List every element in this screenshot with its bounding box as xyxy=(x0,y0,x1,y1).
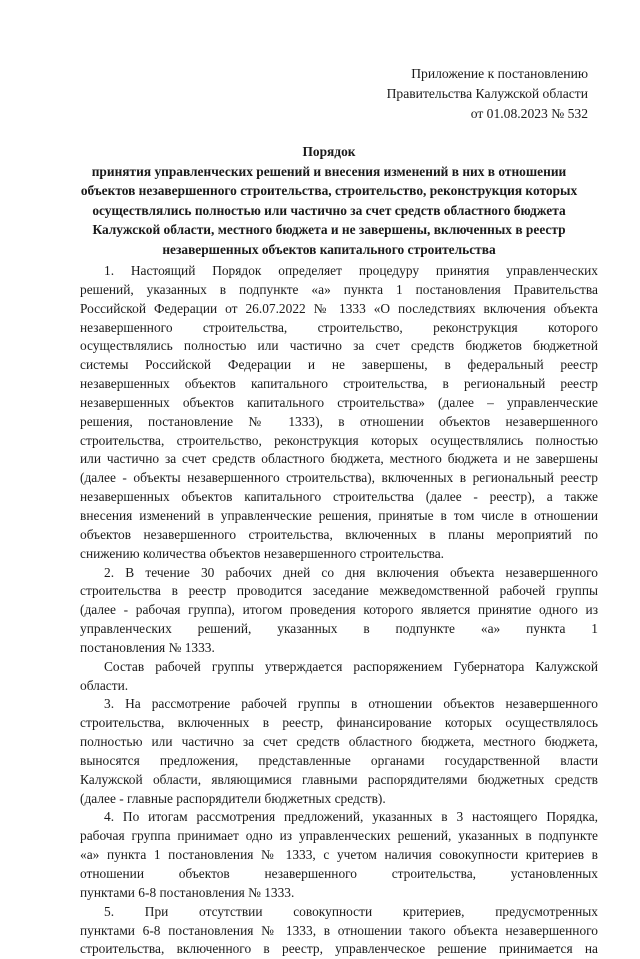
body-line: выносятся предложения, представленные органами государственной власти xyxy=(80,752,598,768)
body-line: Состав рабочей группы утверждается распоряжением Губернатора Калужской xyxy=(104,658,598,674)
body-line: незавершенных объектов капитального строительства» (далее – управленческие xyxy=(80,394,598,410)
body-line: незавершенных объектов капитального строительства (далее - реестр), а также xyxy=(80,489,598,505)
attachment-header xyxy=(387,64,588,124)
attachment-line-3: от 01.08.2023 № 532 xyxy=(470,106,588,121)
body-line: (далее - объекты незавершенного строительства), включенных в региональный реестр xyxy=(80,470,598,486)
body-line: объектов незавершенного строительства, включенных в планы мероприятий по xyxy=(80,526,598,542)
body-line: 1. Настоящий Порядок определяет процедуру принятия управленческих xyxy=(104,263,598,278)
body-line: незавершенного строительства, строительство, реконструкция которого xyxy=(80,319,598,335)
body-line: незавершенных объектов капитального строительства, в региональный реестр xyxy=(80,376,598,392)
body-line: отношении объектов незавершенного строительства, установленных xyxy=(80,866,598,881)
body-line: внесения изменений в управленческие решения, принятые в том числе в отношении xyxy=(80,507,598,523)
document-title: Порядок xyxy=(302,144,356,159)
body-line: полностью или частично за счет средств областного бюджета, местного бюджета, xyxy=(80,734,598,750)
body-line: осуществлялись полностью или частично за счет средств бюджетов бюджетной xyxy=(80,338,598,354)
title-line: осуществлялись полностью или частично за счет средств областного бюджета xyxy=(92,202,566,218)
body-line: области. xyxy=(80,677,129,693)
body-line: строительства, строительство, реконструкция которых осуществлялись полностью xyxy=(80,432,598,448)
body-line: постановления № 1333. xyxy=(80,639,215,655)
body-line: пунктами 6-8 постановления № 1333. xyxy=(80,884,295,900)
body-line: «а» пункта 1 постановления № 1333, с учетом наличия совокупности критериев в xyxy=(80,847,598,863)
title-line: незавершенных объектов капитального строительства xyxy=(162,241,496,257)
body-line: строительства в реестр проводится заседание межведомственной рабочей группы xyxy=(80,583,598,599)
body-line: решения, постановление № 1333), в отношении объектов незавершенного xyxy=(80,413,598,429)
body-line: снижению количества объектов незавершенного строительства. xyxy=(80,545,445,561)
body-line: (далее - рабочая группа), итогом проведения которого является принятие одного из xyxy=(80,602,598,618)
body-line: (далее - главные распорядители бюджетных средств). xyxy=(80,790,386,806)
body-line: 4. По итогам рассмотрения предложений, указанных в 3 настоящего Порядка, xyxy=(104,809,598,825)
body-line: или частично за счет средств областного бюджета, местного бюджета и не завершены xyxy=(80,451,598,467)
body-line: Калужской области, являющимися главными распорядителями бюджетных средств xyxy=(80,771,598,787)
body-line: рабочая группа принимает одно из управленческих решений, указанных в подпункте xyxy=(80,828,598,844)
title-line: принятия управленческих решений и внесения изменений в них в отношении xyxy=(91,163,567,179)
title-line: объектов незавершенного строительства, строительство, реконструкция которых xyxy=(80,183,578,199)
body-line: строительства, включенного в реестр, управленческое решение принимается на xyxy=(80,941,598,957)
body-line: системы Российской Федерации и не завершены, в федеральный реестр xyxy=(80,357,598,373)
body-line: решений, указанных в подпункте «а» пункта 1 постановления Правительства xyxy=(80,281,598,297)
body-line: строительства, включенных в реестр, финансирование которых осуществлялось xyxy=(80,715,598,731)
attachment-line-2: Правительства Калужской области xyxy=(386,86,588,101)
attachment-line-1: Приложение к постановлению xyxy=(411,66,588,81)
title-line: Калужской области, местного бюджета и не завершены, включенных в реестр xyxy=(92,222,566,238)
body-line: 2. В течение 30 рабочих дней со дня включения объекта незавершенного xyxy=(104,564,598,580)
document-body xyxy=(80,262,598,959)
body-line: 3. На рассмотрение рабочей группы в отношении объектов незавершенного xyxy=(104,696,598,712)
body-line: Российской Федерации от 26.07.2022 № 1333 «О последствиях включения объекта xyxy=(80,300,598,316)
body-line: пунктами 6-8 постановления № 1333, в отношении такого объекта незавершенного xyxy=(80,922,598,938)
body-line: управленческих решений, указанных в подпункте «а» пункта 1 xyxy=(80,621,598,637)
document-title-block xyxy=(60,142,598,260)
body-line: 5. При отсутствии совокупности критериев, предусмотренных xyxy=(104,903,598,919)
